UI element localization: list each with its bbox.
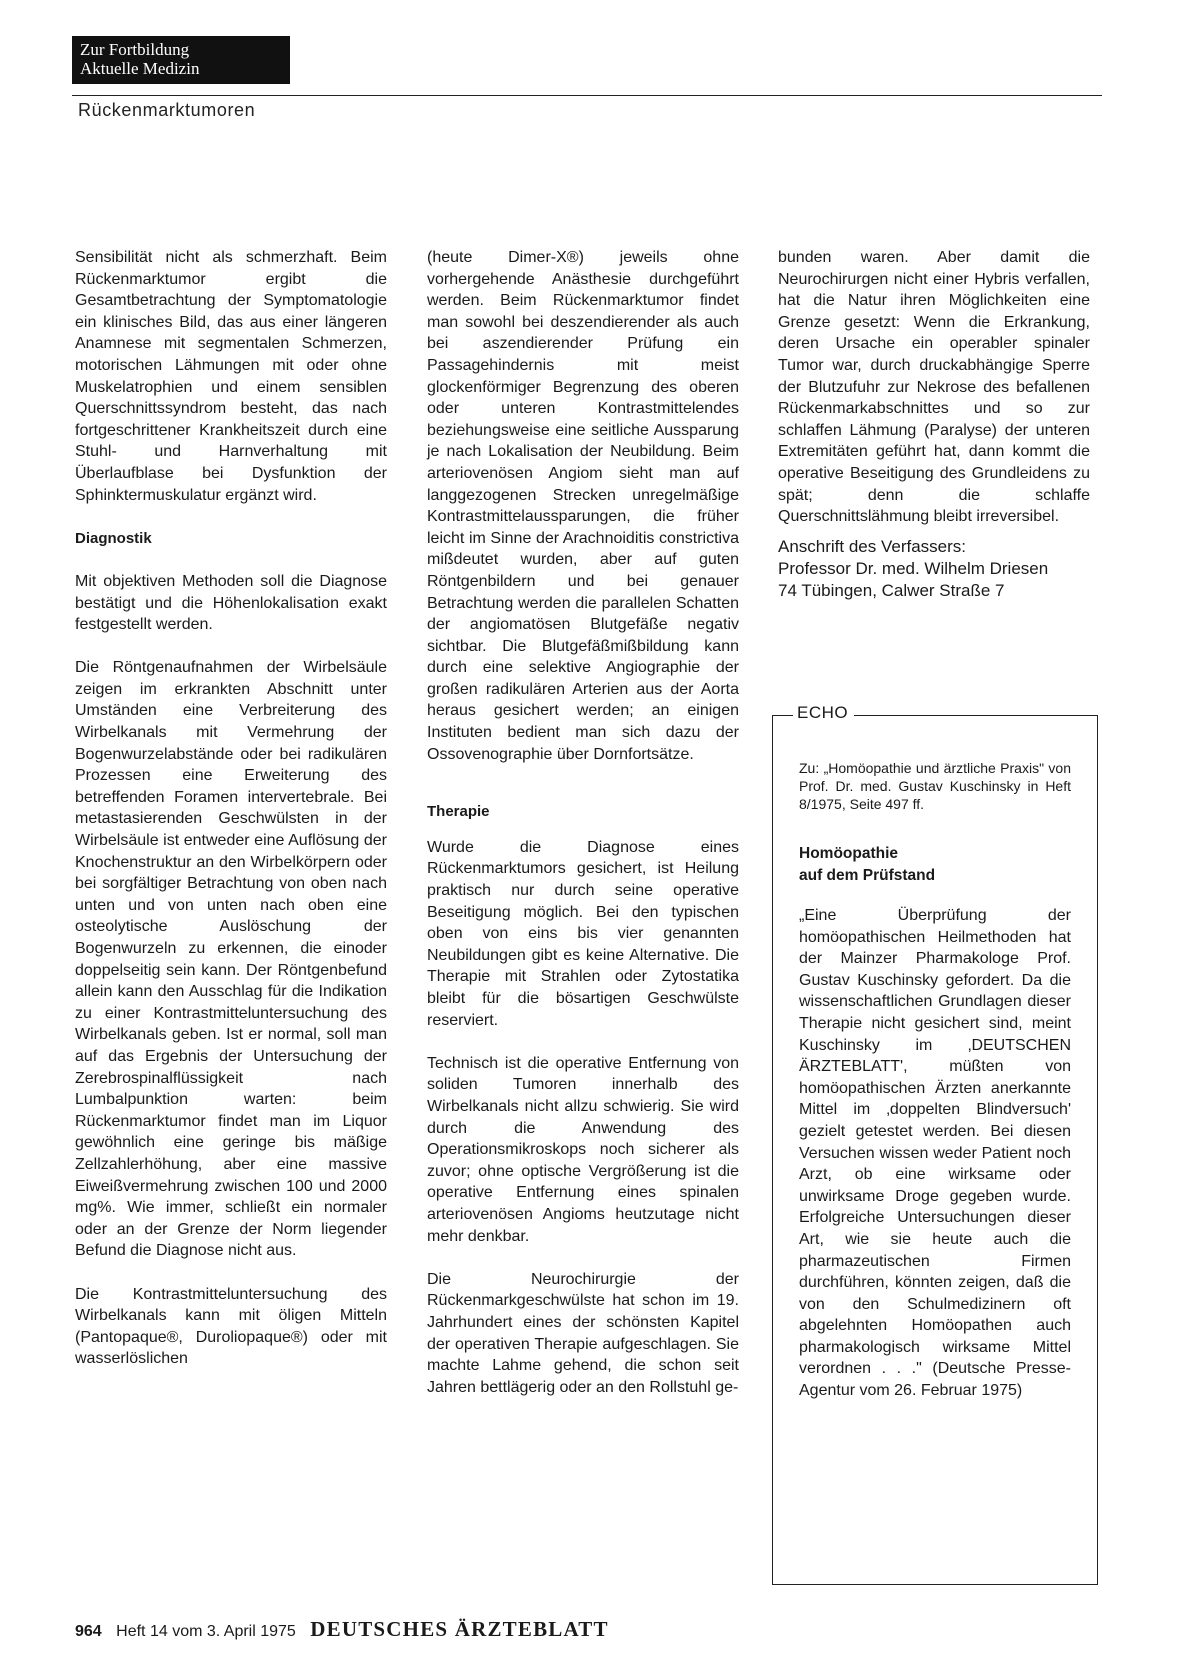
echo-content xyxy=(799,759,1071,1402)
article-column-1 xyxy=(75,247,387,1370)
section-label xyxy=(72,36,290,84)
issue-info: Heft 14 vom 3. April 1975 xyxy=(116,1623,296,1640)
topic-title: Rückenmarktumoren xyxy=(78,100,256,120)
echo-box xyxy=(772,703,1098,1585)
paragraph: Mit objektiven Methoden soll die Diagnose bestätigt und die Höhenlokalisation exakt festgestellt werden. xyxy=(75,572,387,634)
address-label: Anschrift des Verfassers: xyxy=(778,536,967,556)
echo-headline-line1: Homöopathie xyxy=(799,845,899,862)
echo-headline-line2: auf dem Prüfstand xyxy=(799,867,936,884)
address-city: 74 Tübingen, Calwer Straße 7 xyxy=(778,580,1005,600)
paragraph: Die Neurochirurgie der Rückenmarkgeschwülste hat schon im 19. Jahrhundert eines der schönsten Kapitel der operativen Therapie aufgeschlagen. Sie machte Lahme gehend, die schon seit Jahren bettlägerig oder an den Rollstuhl ge- xyxy=(427,1270,739,1396)
paragraph: bunden waren. Aber damit die Neurochirurgen nicht einer Hybris verfallen, hat die Natur ihren Möglichkeiten eine Grenze gesetzt: Wenn die Erkrankung, deren Ursache ein operabler spinaler Tumor war, durch druckabhängige Sperre der Blutzufuhr zur Nekrose des befallenen Rückenmarkabschnittes und so zur schlaffen Lähmung (Paralyse) der unteren Extremitäten geführt hat, dann kommt die operative Beseitigung des Grundleidens zu spät; denn die schlaffe Querschnittslähmung bleibt irreversibel. xyxy=(778,249,1090,526)
author-address xyxy=(778,536,1090,602)
echo-quote: „Eine Überprüfung der homöopathischen Heilmethoden hat der Mainzer Pharmakologe Prof. Gustav Kuschinsky gefordert. Da die wissenschaftlichen Grundlagen dieser Therapie nicht gesichert sind, meint Kuschinsky im ‚DEUTSCHEN ÄRZTEBLATT', müßten von homöopathischen Ärzten anerkannte Mittel im ‚doppelten Blindversuch' gezielt getestet werden. Bei diesen Versuchen wissen weder Patient noch Arzt, ob eine wirksame oder unwirksame Droge gegeben wurde. Erfolgreiche Untersuchungen dieser Art, wie sie heute auch die pharmazeutischen Firmen durchführen, könnten zeigen, daß die von den Schulmedizinern oft abgelehnten Homöopathen auch pharmakologisch wirksame Mittel verordnen . . ." (Deutsche Presse-Agentur vom 26. Februar 1975) xyxy=(799,907,1071,1400)
article-column-2 xyxy=(427,247,739,1398)
section-label-line1: Zur Fortbildung xyxy=(80,40,190,59)
paragraph: Technisch ist die operative Entfernung von soliden Tumoren innerhalb des Wirbelkanals nicht allzu schwierig. Sie wird durch die Anwendung des Operationsmikroskops noch sicherer als zuvor; ohne optische Vergrößerung ist die operative Entfernung eines spinalen arteriovenösen Angioms heutzutage nicht mehr denkbar. xyxy=(427,1054,739,1245)
section-label-line2: Aktuelle Medizin xyxy=(80,59,200,78)
paragraph: Die Röntgenaufnahmen der Wirbelsäule zeigen im erkrankten Abschnitt unter Umständen eine Verbreiterung des Wirbelkanals mit Vermehrung der Bogenwurzelabstände oder bei radikulären Prozessen eine Erweiterung des betreffenden Foramen intervertebrale. Bei metastasierenden Geschwülsten in der Wirbelsäule ist entweder eine Auflösung der Knochenstruktur an den Wirbelkörpern oder bei sorgfältiger Betrachtung von oben nach unten und von unten nach oben eine osteolytische Auslöschung der Bogenwurzeln zu erkennen, die einoder doppelseitig sein kann. Der Röntgenbefund allein kann den Ausschlag für die Indikation zu einer Kontrastmitteluntersuchung des Wirbelkanals geben. Ist er normal, soll man auf das Ergebnis der Untersuchung der Zerebrospinalflüssigkeit nach Lumbalpunktion warten: beim Rückenmarktumor findet man im Liquor gewöhnlich eine geringe bis mäßige Zellzahlerhöhung, aber eine massive Eiweißvermehrung zwischen 100 und 2000 mg%. Wie immer, schließt ein normaler oder an der Grenze der Norm liegender Befund die Diagnose nicht aus. xyxy=(75,659,387,1260)
echo-headline xyxy=(799,843,1071,887)
echo-reference: Zu: „Homöopathie und ärztliche Praxis" von Prof. Dr. med. Gustav Kuschinsky in Heft 8/1975, Seite 497 ff. xyxy=(799,760,1071,812)
paragraph: Sensibilität nicht als schmerzhaft. Beim Rückenmarktumor ergibt die Gesamtbetrachtung der Symptomatologie ein klinisches Bild, das aus einer längeren Anamnese mit segmentalen Schmerzen, motorischen Lähmungen mit oder ohne Muskelatrophien und einem sensiblen Querschnittssyndrom besteht, das nach fortgeschrittener Krankheitszeit durch eine Stuhl- und Harnverhaltung mit Überlaufblase bei Dysfunktion der Sphinktermuskulatur ergänzt wird. xyxy=(75,249,387,504)
heading-diagnostik: Diagnostik xyxy=(75,529,152,547)
paragraph: (heute Dimer-X®) jeweils ohne vorhergehende Anästhesie durchgeführt werden. Beim Rückenmarktumor findet man sowohl bei deszendierender als auch bei aszendierender Prüfung ein Passagehindernis mit meist glockenförmiger Begrenzung des oberen oder unteren Kontrastmittelendes beziehungsweise eine seitliche Aussparung je nach Lokalisation der Neubildung. Beim arteriovenösen Angiom sieht man auf langgezogenen Strecken unregelmäßige Kontrastmittelaussparungen, die früher leicht im Sinne der Arachnoiditis constrictiva mißdeutet wurden, aber auf guten Röntgenbildern und bei genauer Betrachtung werden die parallelen Schatten der angiomatösen Blutgefäße negativ sichtbar. Die Blutgefäßmißbildung kann durch eine selektive Angiographie der großen radikulären Arterien aus der Aorta heraus gesichert werden; an einigen Instituten bedient man sich dazu der Ossovenographie über Dornfortsätze. xyxy=(427,249,739,763)
page-number: 964 xyxy=(75,1623,102,1640)
article-column-3 xyxy=(778,247,1090,602)
page-footer xyxy=(75,1617,609,1642)
heading-therapie: Therapie xyxy=(427,803,490,821)
journal-name: DEUTSCHES ÄRZTEBLATT xyxy=(310,1617,609,1641)
paragraph: Die Kontrastmitteluntersuchung des Wirbelkanals kann mit öligen Mitteln (Pantopaque®, Duroliopaque®) oder mit wasserlöslichen xyxy=(75,1285,387,1368)
address-name: Professor Dr. med. Wilhelm Driesen xyxy=(778,558,1049,578)
paragraph: Wurde die Diagnose eines Rückenmarktumors gesichert, ist Heilung praktisch nur durch seine operative Beseitigung möglich. Bei den typischen oben von eins bis vier genannten Neubildungen gibt es keine Alternative. Die Therapie mit Strahlen oder Zytostatika bleibt für die bösartigen Geschwülste reserviert. xyxy=(427,838,739,1029)
echo-label: ECHO xyxy=(793,703,854,723)
header-divider xyxy=(72,95,1102,96)
